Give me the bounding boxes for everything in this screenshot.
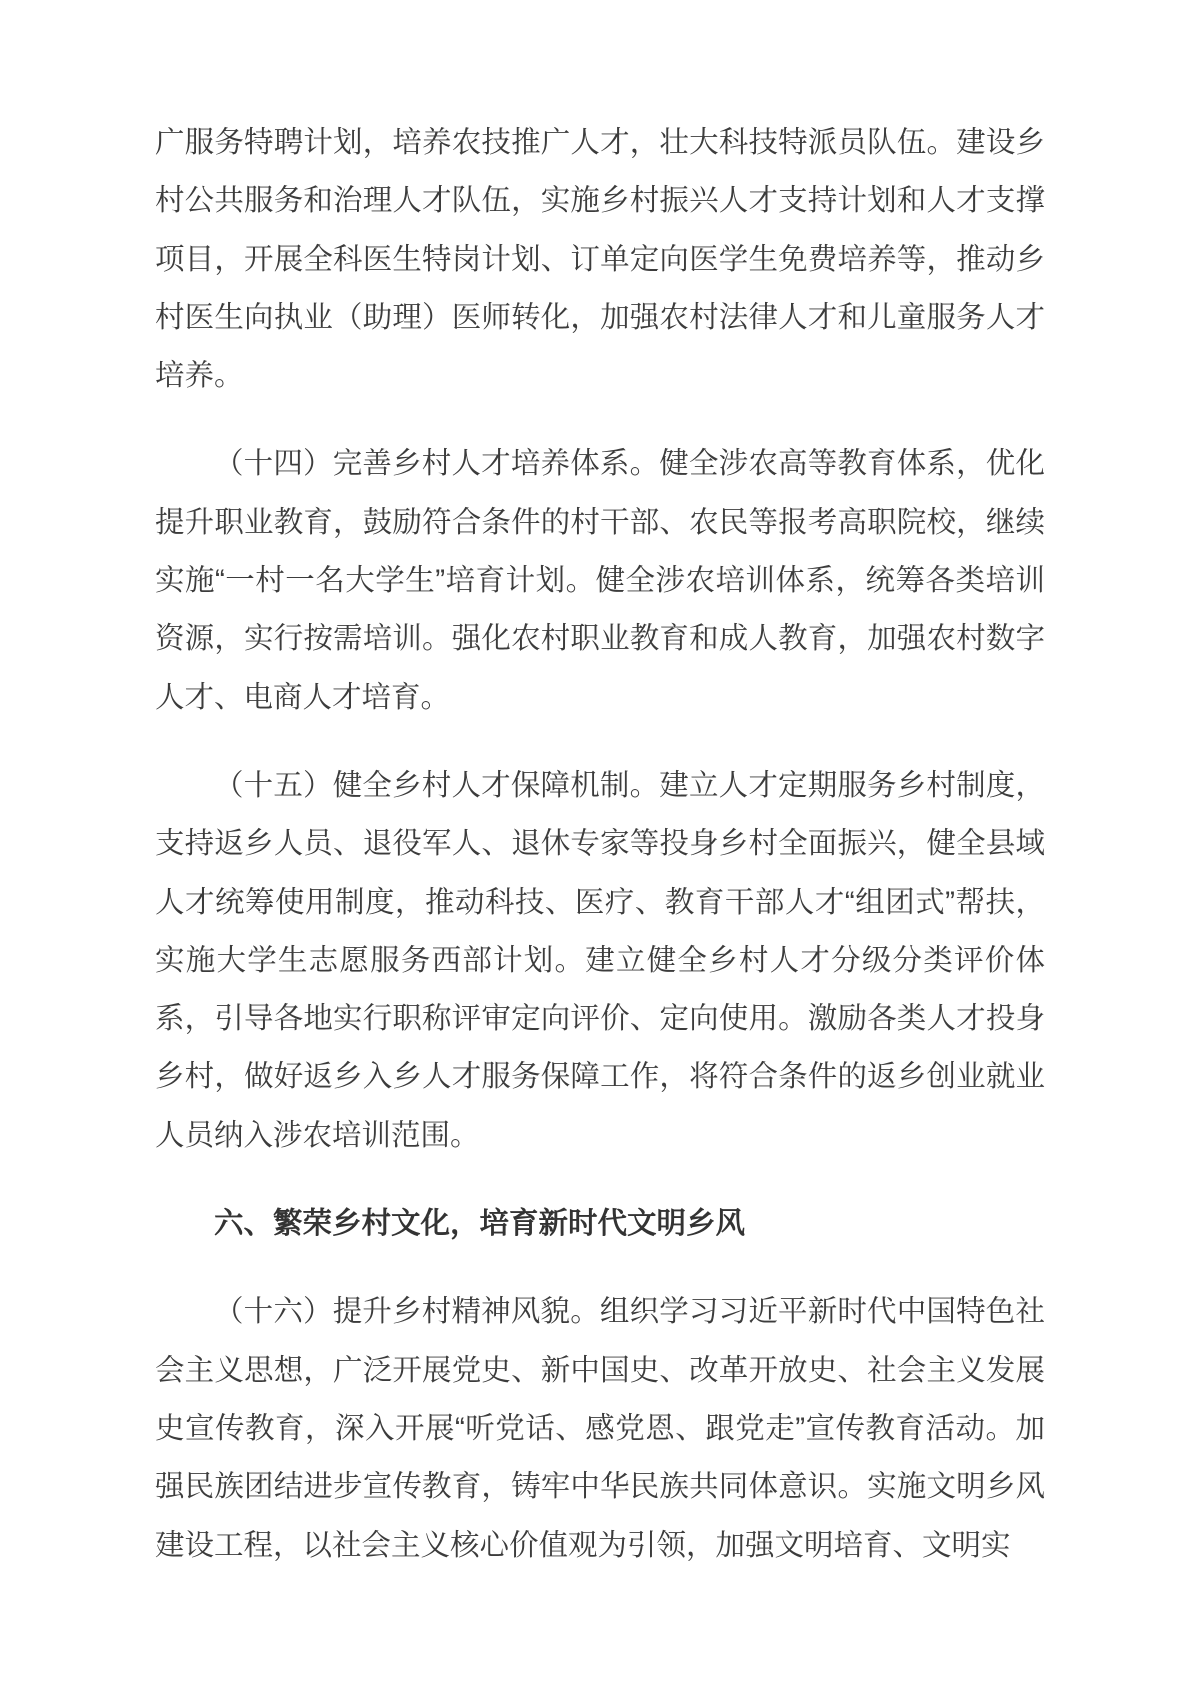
paragraph-15: （十五）健全乡村人才保障机制。建立人才定期服务乡村制度，支持返乡人员、退役军人、退休专家等投身乡村全面振兴，健全县域人才统筹使用制度，推动科技、医疗、教育干部人才“组团式”帮扶，实施大学生志愿服务西部计划。建立健全乡村人才分级分类评价体系，引导各地实行职称评审定向评价、定向使用。激励各类人才投身乡村，做好返乡入乡人才服务保障工作，将符合条件的返乡创业就业人员纳入涉农培训范围。 [155,768,1045,1152]
paragraph-16: （十六）提升乡村精神风貌。组织学习习近平新时代中国特色社会主义思想，广泛开展党史、新中国史、改革开放史、社会主义发展史宣传教育，深入开展“听党话、感党恩、跟党走”宣传教育活动。加强民族团结进步宣传教育，铸牢中华民族共同体意识。实施文明乡风建设工程，以社会主义核心价值观为引领，加强文明培育、文明实 [155,1295,1045,1562]
paragraph-14: （十四）完善乡村人才培养体系。健全涉农高等教育体系，优化提升职业教育，鼓励符合条件的村干部、农民等报考高职院校，继续实施“一村一名大学生”培育计划。健全涉农培训体系，统筹各类培训资源，实行按需培训。强化农村职业教育和成人教育，加强农村数字人才、电商人才培育。 [155,447,1045,714]
section-heading-6: 六、繁荣乡村文化，培育新时代文明乡风 [214,1207,746,1241]
paragraph-13-continuation: 广服务特聘计划，培养农技推广人才，壮大科技特派员队伍。建设乡村公共服务和治理人才队伍，实施乡村振兴人才支持计划和人才支撑项目，开展全科医生特岗计划、订单定向医学生免费培养等，推动乡村医生向执业（助理）医师转化，加强农村法律人才和儿童服务人才培养。 [155,126,1045,393]
